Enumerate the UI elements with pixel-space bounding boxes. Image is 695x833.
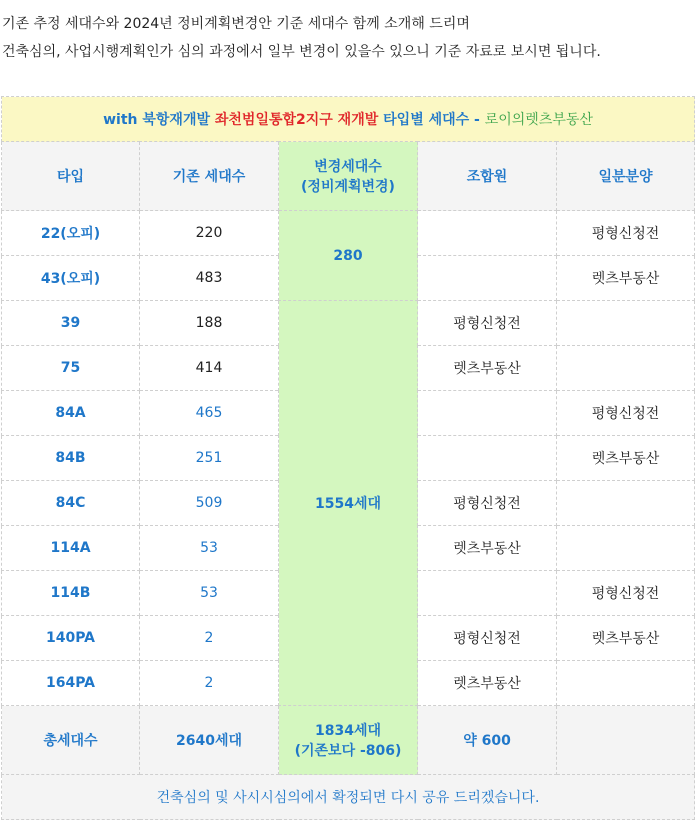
row-existing: 220 (140, 211, 279, 256)
row-type: 114B (2, 571, 140, 616)
total-general (557, 706, 695, 775)
intro-text (2, 10, 692, 66)
total-label: 총세대수 (2, 706, 140, 775)
total-changed-line-1: 1834세대 (314, 723, 381, 739)
merged-changed-apt: 1554세대 (279, 301, 418, 706)
header-changed-line-2: (정비계획변경) (301, 179, 395, 195)
row-general (557, 526, 695, 571)
total-changed (279, 706, 418, 775)
row-type: 84C (2, 481, 140, 526)
row-type: 43(오피) (2, 256, 140, 301)
row-existing: 414 (140, 346, 279, 391)
row-type: 22(오피) (2, 211, 140, 256)
row-existing: 465 (140, 391, 279, 436)
row-type: 84B (2, 436, 140, 481)
row-general: 렛츠부동산 (557, 256, 695, 301)
table-row (2, 211, 695, 256)
header-type: 타입 (2, 142, 140, 211)
row-type: 84A (2, 391, 140, 436)
row-member: 평형신청전 (418, 481, 557, 526)
title-part-1: with 북항재개발 (103, 112, 210, 128)
row-general (557, 346, 695, 391)
header-general: 일분분양 (557, 142, 695, 211)
row-existing: 2 (140, 661, 279, 706)
header-row (2, 142, 695, 211)
row-member: 렛츠부동산 (418, 526, 557, 571)
row-general (557, 481, 695, 526)
row-existing: 2 (140, 616, 279, 661)
row-type: 114A (2, 526, 140, 571)
row-member: 렛츠부동산 (418, 346, 557, 391)
merged-changed-opi: 280 (279, 211, 418, 301)
row-type: 75 (2, 346, 140, 391)
row-member: 평형신청전 (418, 616, 557, 661)
row-existing: 53 (140, 571, 279, 616)
row-member (418, 391, 557, 436)
total-changed-line-2: (기존보다 -806) (294, 743, 402, 759)
row-general: 평형신청전 (557, 571, 695, 616)
row-member: 평형신청전 (418, 301, 557, 346)
row-type: 164PA (2, 661, 140, 706)
row-member (418, 211, 557, 256)
title-part-4: 로이의렛츠부동산 (484, 112, 593, 128)
row-existing: 483 (140, 256, 279, 301)
table-footer-note: 건축심의 및 사시시심의에서 확정되면 다시 공유 드리겠습니다. (2, 775, 695, 820)
row-existing: 188 (140, 301, 279, 346)
row-member: 렛츠부동산 (418, 661, 557, 706)
row-general (557, 301, 695, 346)
header-changed-line-1: 변경세대수 (314, 159, 382, 175)
row-member (418, 571, 557, 616)
row-member (418, 436, 557, 481)
header-member: 조합원 (418, 142, 557, 211)
intro-line-1: 기존 추정 세대수와 2024년 정비계획변경안 기준 세대수 함께 소개해 드리며 (2, 16, 470, 32)
intro-line-2: 건축심의, 사업시행계획인가 심의 과정에서 일부 변경이 있을수 있으니 기준 자료로 보시면 됩니다. (2, 44, 601, 60)
row-type: 140PA (2, 616, 140, 661)
header-changed (279, 142, 418, 211)
row-general (557, 661, 695, 706)
row-general: 렛츠부동산 (557, 436, 695, 481)
header-existing: 기존 세대수 (140, 142, 279, 211)
unit-count-table (1, 96, 695, 820)
total-existing: 2640세대 (140, 706, 279, 775)
title-part-2: 좌천범일통합2지구 재개발 (214, 112, 379, 128)
table-row (2, 301, 695, 346)
row-general: 렛츠부동산 (557, 616, 695, 661)
row-existing: 509 (140, 481, 279, 526)
row-type: 39 (2, 301, 140, 346)
row-existing: 53 (140, 526, 279, 571)
title-part-3: 타입별 세대수 - (383, 112, 480, 128)
row-existing: 251 (140, 436, 279, 481)
row-member (418, 256, 557, 301)
table-title (2, 97, 695, 142)
row-general: 평형신청전 (557, 211, 695, 256)
total-row (2, 706, 695, 775)
row-general: 평형신청전 (557, 391, 695, 436)
total-member: 약 600 (418, 706, 557, 775)
